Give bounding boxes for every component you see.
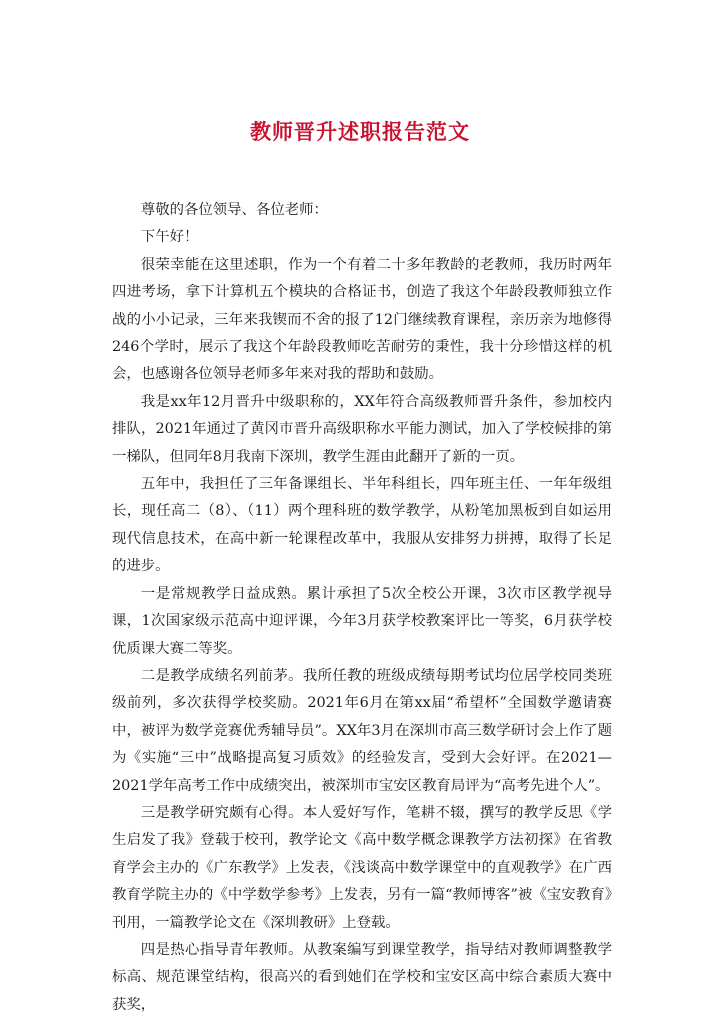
greeting: 下午好！ [140, 229, 199, 246]
document-body [112, 197, 612, 1019]
salutation: 尊敬的各位领导、各位老师： [140, 202, 328, 218]
body-paragraph: 我是xx年12月晋升中级职称的，XX年符合高级教师晋升条件，参加校内排队，2021年通过了黄冈市晋升高级职称水平能力测试，加入了学校候排的第一梯队，但同年8月我南下深圳，教学生涯由此翻开了新的一页。 [112, 393, 612, 465]
document-title: 教师晋升述职报告范文 [250, 119, 470, 144]
body-paragraph: 二是教学成绩名列前茅。我所任教的班级成绩每期考试均位居学校同类班级前列，多次获得学校奖励。2021年6月在第xx届“希望杯”全国数学邀请赛中，被评为数学竞赛优秀辅导员”。XX年3月在深圳市高三数学研讨会上作了题为《实施“三中”战略提高复习质效》的经验发言，受到大会好评。在2021—2021学年高考工作中成绩突出，被深圳市宝安区教育局评为“高考先进个人”。 [112, 667, 612, 794]
body-paragraph: 三是教学研究颇有心得。本人爱好写作，笔耕不辍，撰写的教学反思《学生启发了我》登载于校刊，教学论文《高中数学概念课教学方法初探》在省教育学会主办的《广东教学》上发表，《浅谈高中数学课堂中的直观教学》在广西教育学院主办的《中学数学参考》上发表，另有一篇“教师博客”被《宝安教育》刊用，一篇教学论文在《深圳教研》上登载。 [112, 804, 612, 931]
body-paragraph: 一是常规教学日益成熟。累计承担了5次全校公开课，3次市区教学视导课，1次国家级示范高中迎评课，今年3月获学校教案评比一等奖，6月获学校优质课大赛二等奖。 [112, 585, 612, 657]
body-paragraph: 很荣幸能在这里述职，作为一个有着二十多年教龄的老教师，我历时两年四进考场，拿下计算机五个模块的合格证书，创造了我这个年龄段教师独立作战的小小记录，三年来我锲而不舍的报了12门继续教育课程，亲历亲为地修得246个学时，展示了我这个年龄段教师吃苦耐劳的秉性，我十分珍惜这样的机会，也感谢各位领导老师多年来对我的帮助和鼓励。 [112, 256, 612, 383]
body-paragraph: 五年中，我担任了三年备课组长、半年科组长，四年班主任、一年年级组长，现任高二（8）、（11）两个理科班的数学教学，从粉笔加黑板到自如运用现代信息技术，在高中新一轮课程改革中，我服从安排努力拼搏，取得了长足的进步。 [112, 476, 612, 575]
body-paragraph: 四是热心指导青年教师。从教案编写到课堂教学，指导结对教师调整教学标高、规范课堂结构，很高兴的看到她们在学校和宝安区高中综合素质大赛中获奖， [112, 941, 612, 1013]
